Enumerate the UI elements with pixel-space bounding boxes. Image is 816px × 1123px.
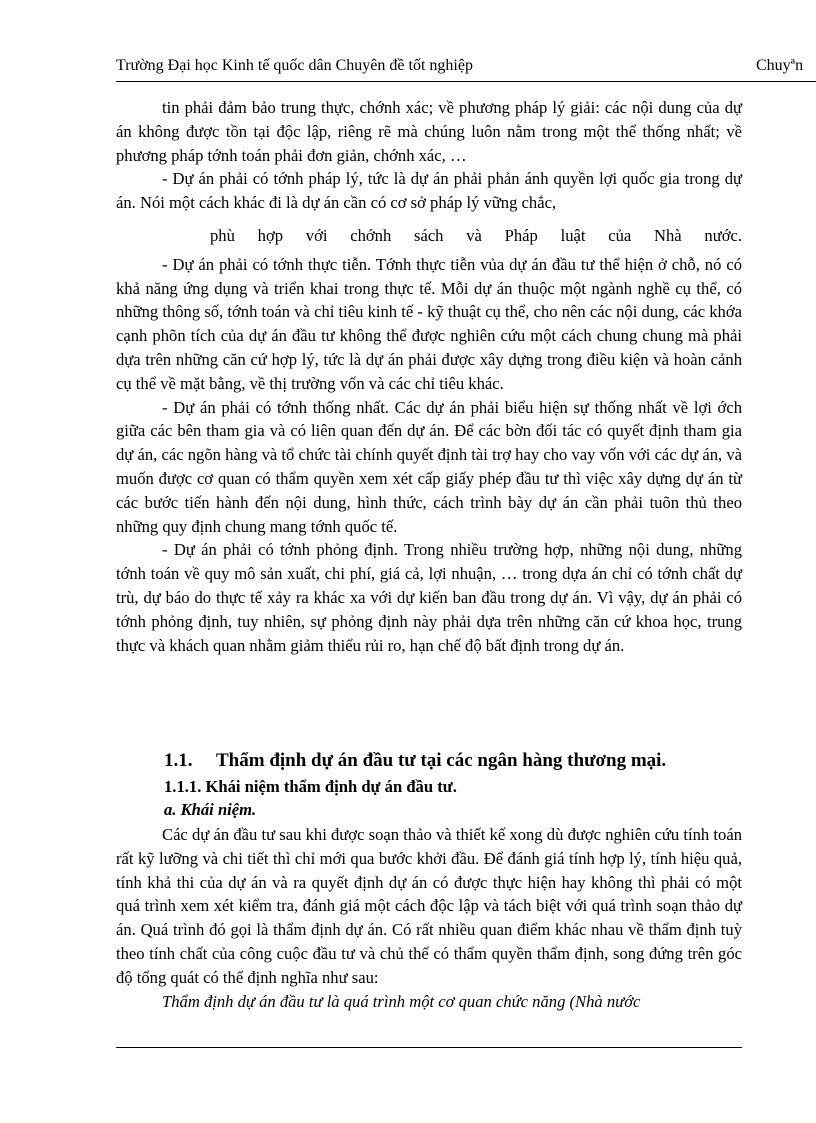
section-number: 1.1. [164,750,193,771]
subsection-heading: 1.1.1. Khái niệm thẩm định dự án đầu tư. [164,777,457,796]
paragraph: Các dự án đầu tư sau khi được soạn thảo và thiết kế xong dù được nghiên cứu tính toán rất kỹ lưỡng và chi tiết thì chỉ mới qua bước khởi đầu. Để đánh giá tính hợp lý, tính hiệu quả, tính khả thi của dự án và ra quyết định dự án có được thực hiện hay không thì phải có một quá trình xem xét kiểm tra, đánh giá một cách độc lập và tách biệt với quá trình soạn thảo dự án. Quá trình đó gọi là thẩm định dự án. Có rất nhiều quan điểm khác nhau về thẩm định tuỳ theo tính chất của công cuộc đầu tư và chủ thể có thẩm quyền thẩm định, song đứng trên góc độ tổng quát có thể định nghĩa như sau: [116,825,742,987]
header-divider [116,81,816,82]
subsubsection-heading: a. Khái niệm. [164,800,257,819]
paragraph: - Dự án phải có tớnh thống nhất. Các dự án phải biểu hiện sự thống nhất về lợi ớch giữa các bên tham gia và có liên quan đến dự án. Để các bờn đối tác có quyết định tham gia dự án, các ngõn hàng và tổ chức tài chính quyết định tài trợ hay cho vay vốn với các dự án, và muốn được cơ quan có thẩm quyền xem xét cấp giấy phép đầu tư thì việc xây dựng dự án từ các bước tiến hành đến nội dung, hình thức, cách trình bày dự án cần phải tuõn thủ theo những quy định chung mang tớnh quốc tế. [116,397,742,536]
paragraph: - Dự án phải có tớnh pháp lý, tức là dự án phải phản ánh quyền lợi quốc gia trong dự án. Nói một cách khác đi là dự án cần có cơ sở pháp lý vững chắc, [116,169,742,213]
body-section-2 [116,823,742,1013]
definition-paragraph: Thẩm định dự án đầu tư là quá trình một cơ quan chức năng (Nhà nước [162,991,641,1011]
paragraph: - Dự án phải có tớnh phỏng định. Trong nhiều trường hợp, những nội dung, những tớnh toán về quy mô sản xuất, chi phí, giá cả, lợi nhuận, … trong dựa án chỉ có tớnh chất dự trù, dự báo do thực tế xảy ra khác xa với dự kiến ban đầu trong dự án. Vì vậy, dự án phải có tớnh phỏng định, tuy nhiên, sự phỏng định này phải dựa trên những căn cứ khoa học, trung thực và khách quan nhằm giảm thiểu rủi ro, hạn chế độ bất định trong dự án. [116,540,742,655]
section-title: Thẩm định dự án đầu tư tại các ngân hàng thương mại. [216,750,667,771]
paragraph: phù hợp với chớnh sách và Pháp luật của Nhà nước. [210,225,742,245]
header-title: Trường Đại học Kinh tế quốc dân Chuyên đề tốt nghiệp [116,57,473,74]
header-chapter: Chuyªn [756,57,804,74]
body-section-1 [116,96,742,657]
paragraph: - Dự án phải có tớnh thực tiễn. Tớnh thực tiễn vủa dự án đầu tư thể hiện ở chỗ, nó có khả năng ứng dụng và triển khai trong thực tế. Mỗi dự án thuộc một ngành nghề cụ thể, có những thông số, tớnh toán và chỉ tiêu kinh tế - kỹ thuật cụ thể, cho nên các nội dung, các khớa cạnh phõn tích của dự án đầu tư không thể được nghiên cứu một cách chung chung mà phải dựa trên những căn cứ hợp lý, tức là dự án phải được xây dựng trong điều kiện và hoàn cảnh cụ thể về mặt bằng, về thị trường vốn và các chỉ tiêu khác. [116,254,742,393]
paragraph: tin phải đảm bảo trung thực, chớnh xác; về phương pháp lý giải: các nội dung của dự án không được tồn tại độc lập, riêng rẽ mà chúng luôn nằm trong một thể thống nhất; về phương pháp tớnh toán phải đơn giản, chớnh xác, … [116,98,742,165]
footer-divider [116,1047,742,1048]
section-heading [164,749,764,773]
